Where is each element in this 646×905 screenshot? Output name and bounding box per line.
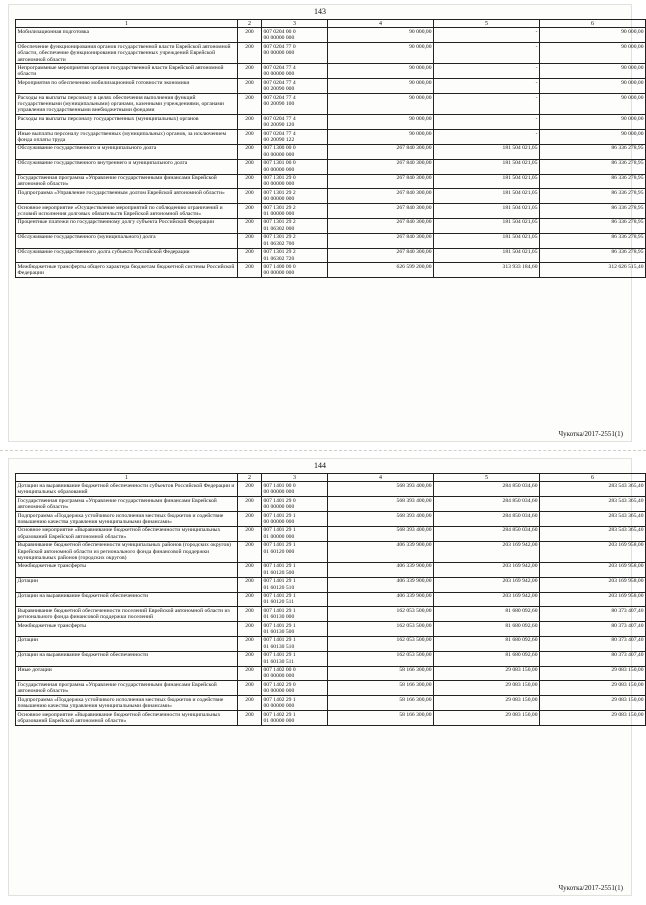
classification-code-cell: 007 1402 29 1 01 00000 000 [262, 711, 328, 726]
amount-cell: 313 933 184,60 [434, 263, 540, 278]
amount-cell: 406 339 900,00 [328, 562, 434, 577]
page-number: 143 [314, 7, 326, 16]
amount-cell: 203 169 942,00 [434, 541, 540, 562]
row-name-cell: Обслуживание государственного и муниципального долга [16, 144, 238, 159]
classification-code-cell: 007 1301 29 2 01 06302 720 [262, 248, 328, 263]
amount-cell: 90 000,00 [540, 79, 646, 94]
table-row [16, 233, 646, 248]
row-name-cell: Мероприятия по обеспечению мобилизационной готовности экономики [16, 79, 238, 94]
classification-code-cell: 007 1402 29 0 00 00000 000 [262, 681, 328, 696]
amount-cell: 267 840 300,00 [328, 204, 434, 219]
amount-cell: 81 680 092,60 [434, 636, 540, 651]
table-row [16, 512, 646, 527]
ministry-code-cell: 200 [238, 681, 262, 696]
classification-code-cell: 007 0204 77 4 00 20090 000 [262, 79, 328, 94]
amount-cell: 90 000,00 [328, 28, 434, 43]
amount-cell: 568 393 400,00 [328, 526, 434, 541]
row-name-cell: Государственная программа «Управление государственными финансами Еврейской автономной области» [16, 174, 238, 189]
row-name-cell: Обслуживание государственного (муниципального) долга [16, 233, 238, 248]
amount-cell: 90 000,00 [540, 43, 646, 64]
amount-cell: 29 083 150,00 [434, 681, 540, 696]
ministry-code-cell: 200 [238, 94, 262, 115]
classification-code-cell: 007 1401 29 1 01 60130 000 [262, 607, 328, 622]
amount-cell: 203 169 942,00 [434, 562, 540, 577]
column-number: 2 [238, 474, 262, 482]
row-name-cell: Основное мероприятие «Выравнивание бюджетной обеспеченности муниципальных образований Еврейской автономной области» [16, 711, 238, 726]
column-number: 5 [434, 20, 540, 28]
row-name-cell: Государственная программа «Управление государственными финансами Еврейской автономной области» [16, 497, 238, 512]
amount-cell: 568 393 400,00 [328, 482, 434, 497]
table-row [16, 681, 646, 696]
ministry-code-cell: 200 [238, 263, 262, 278]
classification-code-cell: 007 0204 77 4 00 20090 120 [262, 115, 328, 130]
table-row [16, 607, 646, 622]
amount-cell: 267 840 300,00 [328, 144, 434, 159]
column-number: 1 [16, 474, 238, 482]
ministry-code-cell: 200 [238, 696, 262, 711]
amount-cell: 283 543 365,40 [540, 497, 646, 512]
amount-cell: 181 504 021,05 [434, 233, 540, 248]
ministry-code-cell: 200 [238, 130, 262, 145]
amount-cell: 58 166 300,00 [328, 711, 434, 726]
classification-code-cell: 007 1401 29 1 01 60120 500 [262, 562, 328, 577]
column-number: 4 [328, 20, 434, 28]
row-name-cell: Дотации на выравнивание бюджетной обеспеченности [16, 592, 238, 607]
classification-code-cell: 007 0204 00 0 00 00000 000 [262, 28, 328, 43]
amount-cell: 203 169 958,00 [540, 577, 646, 592]
amount-cell: 203 169 958,00 [540, 541, 646, 562]
amount-cell: 29 083 150,00 [434, 696, 540, 711]
amount-cell: 181 504 021,05 [434, 204, 540, 219]
amount-cell: - [434, 43, 540, 64]
amount-cell: 86 336 278,95 [540, 248, 646, 263]
amount-cell: 90 000,00 [328, 79, 434, 94]
amount-cell: 29 083 150,00 [540, 711, 646, 726]
amount-cell: 90 000,00 [328, 43, 434, 64]
amount-cell: 267 840 300,00 [328, 174, 434, 189]
amount-cell: 203 169 942,00 [434, 577, 540, 592]
amount-cell: 58 166 300,00 [328, 696, 434, 711]
row-name-cell: Дотации [16, 577, 238, 592]
ministry-code-cell: 200 [238, 159, 262, 174]
amount-cell: 90 000,00 [328, 115, 434, 130]
amount-cell: 284 850 034,60 [434, 497, 540, 512]
amount-cell: 181 504 021,05 [434, 248, 540, 263]
amount-cell: 80 373 407,40 [540, 607, 646, 622]
amount-cell: 86 336 278,95 [540, 218, 646, 233]
amount-cell: 86 336 278,95 [540, 174, 646, 189]
column-number: 1 [16, 20, 238, 28]
ministry-code-cell: 200 [238, 482, 262, 497]
amount-cell: 284 850 034,60 [434, 482, 540, 497]
ministry-code-cell: 200 [238, 497, 262, 512]
table-row [16, 79, 646, 94]
amount-cell: 90 000,00 [540, 64, 646, 79]
classification-code-cell: 007 1301 29 0 00 00000 000 [262, 174, 328, 189]
classification-code-cell: 007 1301 00 0 00 00000 000 [262, 159, 328, 174]
ministry-code-cell: 200 [238, 592, 262, 607]
ministry-code-cell: 200 [238, 666, 262, 681]
table-row [16, 711, 646, 726]
amount-cell: 162 053 500,00 [328, 651, 434, 666]
classification-code-cell: 007 1401 00 0 00 00000 000 [262, 482, 328, 497]
row-name-cell: Выравнивание бюджетной обеспеченности муниципальных районов (городских округов) Еврейской автономной области из регионального фонда финансовой поддержки муниципальных районов (городских округов) [16, 541, 238, 562]
ministry-code-cell: 200 [238, 541, 262, 562]
amount-cell: 90 000,00 [540, 28, 646, 43]
amount-cell: - [434, 130, 540, 145]
table-row [16, 144, 646, 159]
classification-code-cell: 007 1402 00 0 00 00000 000 [262, 666, 328, 681]
amount-cell: 267 840 300,00 [328, 218, 434, 233]
row-name-cell: Выравнивание бюджетной обеспеченности поселений Еврейской автономной области из регионального фонда финансовой поддержки поселений [16, 607, 238, 622]
amount-cell: 81 680 092,60 [434, 622, 540, 637]
row-name-cell: Обслуживание государственного внутреннего и муниципального долга [16, 159, 238, 174]
amount-cell: 29 083 150,00 [540, 681, 646, 696]
amount-cell: 80 373 407,40 [540, 651, 646, 666]
amount-cell: 81 680 092,60 [434, 651, 540, 666]
amount-cell: 203 169 958,00 [540, 562, 646, 577]
amount-cell: 86 336 278,95 [540, 189, 646, 204]
amount-cell: 29 083 150,00 [540, 696, 646, 711]
amount-cell: 267 840 300,00 [328, 248, 434, 263]
table-row [16, 204, 646, 219]
classification-code-cell: 007 0204 77 4 00 00000 000 [262, 64, 328, 79]
amount-cell: 283 543 365,40 [540, 526, 646, 541]
amount-cell: 267 840 300,00 [328, 189, 434, 204]
row-name-cell: Непрограммные мероприятия органов государственной власти Еврейской автономной области [16, 64, 238, 79]
amount-cell: 29 083 150,00 [434, 666, 540, 681]
table-row [16, 526, 646, 541]
table-row [16, 622, 646, 637]
amount-cell: 80 373 407,40 [540, 636, 646, 651]
classification-code-cell: 007 0204 77 4 00 20090 122 [262, 130, 328, 145]
classification-code-cell: 007 1402 29 1 00 00000 000 [262, 696, 328, 711]
table-row [16, 651, 646, 666]
amount-cell: 267 840 300,00 [328, 159, 434, 174]
amount-cell: 181 504 021,05 [434, 174, 540, 189]
ministry-code-cell: 200 [238, 189, 262, 204]
amount-cell: 203 169 942,00 [434, 592, 540, 607]
amount-cell: 86 336 278,95 [540, 233, 646, 248]
table-row [16, 577, 646, 592]
amount-cell: 181 504 021,05 [434, 218, 540, 233]
table-row [16, 159, 646, 174]
amount-cell: 568 393 400,00 [328, 497, 434, 512]
amount-cell: 568 393 400,00 [328, 512, 434, 527]
column-number-row [16, 474, 646, 482]
row-name-cell: Межбюджетные трансферты [16, 622, 238, 637]
amount-cell: 162 053 500,00 [328, 636, 434, 651]
amount-cell: 284 850 034,60 [434, 526, 540, 541]
row-name-cell: Дотации [16, 636, 238, 651]
row-name-cell: Расходы на выплаты персоналу государственных (муниципальных) органов [16, 115, 238, 130]
table-row [16, 174, 646, 189]
column-number: 6 [540, 20, 646, 28]
classification-code-cell: 007 1401 29 1 01 00000 000 [262, 526, 328, 541]
row-name-cell: Подпрограмма «Поддержка устойчивого исполнения местных бюджетов и содействие повышению качества управления муниципальными финансами» [16, 696, 238, 711]
table-row [16, 263, 646, 278]
row-name-cell: Межбюджетные трансферты [16, 562, 238, 577]
classification-code-cell: 007 1301 29 2 00 00000 000 [262, 189, 328, 204]
amount-cell: 29 083 150,00 [434, 711, 540, 726]
table-row [16, 94, 646, 115]
amount-cell: 90 000,00 [540, 130, 646, 145]
table-body [16, 482, 646, 725]
ministry-code-cell: 200 [238, 144, 262, 159]
amount-cell: 162 053 500,00 [328, 607, 434, 622]
table-row [16, 482, 646, 497]
classification-code-cell: 007 1401 29 0 00 00000 000 [262, 497, 328, 512]
document-page-144 [8, 458, 644, 896]
ministry-code-cell: 200 [238, 607, 262, 622]
amount-cell: 284 850 034,60 [434, 512, 540, 527]
column-number: 4 [328, 474, 434, 482]
document-page-143 [8, 4, 644, 442]
column-number: 3 [262, 474, 328, 482]
row-name-cell: Подпрограмма «Управление государственным долгом Еврейской автономной области» [16, 189, 238, 204]
column-number: 5 [434, 474, 540, 482]
ministry-code-cell: 200 [238, 248, 262, 263]
amount-cell: 267 840 300,00 [328, 233, 434, 248]
amount-cell: 90 000,00 [328, 94, 434, 115]
table-row [16, 666, 646, 681]
amount-cell: 29 083 150,00 [540, 666, 646, 681]
row-name-cell: Расходы на выплаты персоналу в целях обеспечения выполнения функций государственными (муниципальными) органами, казенными учреждениями, органами управления государственными внебюджетными фондами [16, 94, 238, 115]
amount-cell: - [434, 28, 540, 43]
ministry-code-cell: 200 [238, 651, 262, 666]
amount-cell: 90 000,00 [328, 130, 434, 145]
table-row [16, 115, 646, 130]
amount-cell: 626 599 200,00 [328, 263, 434, 278]
classification-code-cell: 007 1401 29 1 00 00000 000 [262, 512, 328, 527]
column-number: 2 [238, 20, 262, 28]
row-name-cell: Иные выплаты персоналу государственных (муниципальных) органов, за исключением фонда оплаты труда [16, 130, 238, 145]
classification-code-cell: 007 1401 29 1 01 60120 000 [262, 541, 328, 562]
ministry-code-cell: 200 [238, 577, 262, 592]
row-name-cell: Обеспечение функционирования органов государственной власти Еврейской автономной области, обеспечение функционирования государственных учреждений Еврейской автономной области [16, 43, 238, 64]
row-name-cell: Подпрограмма «Поддержка устойчивого исполнения местных бюджетов и содействие повышению качества управления муниципальными финансами» [16, 512, 238, 527]
table-row [16, 636, 646, 651]
amount-cell: 58 166 300,00 [328, 681, 434, 696]
table-row [16, 592, 646, 607]
column-number-row [16, 20, 646, 28]
amount-cell: 283 543 365,40 [540, 482, 646, 497]
amount-cell: 80 373 407,40 [540, 622, 646, 637]
classification-code-cell: 007 1401 29 1 01 60120 511 [262, 592, 328, 607]
amount-cell: 90 000,00 [328, 64, 434, 79]
classification-code-cell: 007 1301 29 2 01 06302 000 [262, 218, 328, 233]
amount-cell: 181 504 021,05 [434, 189, 540, 204]
page-number: 144 [314, 461, 326, 470]
ministry-code-cell: 200 [238, 174, 262, 189]
amount-cell: 86 336 278,95 [540, 204, 646, 219]
row-name-cell: Дотации на выравнивание бюджетной обеспеченности субъектов Российской Федерации и муниципальных образований [16, 482, 238, 497]
ministry-code-cell: 200 [238, 28, 262, 43]
row-name-cell: Межбюджетные трансферты общего характера бюджетам бюджетной системы Российской Федерации [16, 263, 238, 278]
document-footer-code: Чукотка/2017-2551(1) [558, 430, 623, 438]
table-row [16, 218, 646, 233]
ministry-code-cell: 200 [238, 233, 262, 248]
amount-cell: 162 053 500,00 [328, 622, 434, 637]
column-number: 6 [540, 474, 646, 482]
amount-cell: - [434, 115, 540, 130]
ministry-code-cell: 200 [238, 622, 262, 637]
table-body [16, 28, 646, 278]
table-row [16, 696, 646, 711]
budget-table [15, 473, 646, 726]
column-number: 3 [262, 20, 328, 28]
amount-cell: 86 336 278,95 [540, 159, 646, 174]
amount-cell: 90 000,00 [540, 94, 646, 115]
amount-cell: 90 000,00 [540, 115, 646, 130]
row-name-cell: Основное мероприятие «Осуществление мероприятий по соблюдению ограничений и условий исполнения долговых обязательств Еврейской автономной области» [16, 204, 238, 219]
classification-code-cell: 007 1400 00 0 00 00000 000 [262, 263, 328, 278]
row-name-cell: Иные дотации [16, 666, 238, 681]
ministry-code-cell: 200 [238, 79, 262, 94]
row-name-cell: Дотации на выравнивание бюджетной обеспеченности [16, 651, 238, 666]
ministry-code-cell: 200 [238, 43, 262, 64]
table-row [16, 562, 646, 577]
row-name-cell: Обслуживание государственного долга субъекта Российской Федерации [16, 248, 238, 263]
ministry-code-cell: 200 [238, 204, 262, 219]
amount-cell: 406 339 900,00 [328, 541, 434, 562]
amount-cell: - [434, 79, 540, 94]
table-row [16, 130, 646, 145]
classification-code-cell: 007 1401 29 1 01 60120 510 [262, 577, 328, 592]
amount-cell: 406 339 900,00 [328, 592, 434, 607]
classification-code-cell: 007 1300 00 0 00 00000 000 [262, 144, 328, 159]
ministry-code-cell: 200 [238, 64, 262, 79]
amount-cell: 406 339 900,00 [328, 577, 434, 592]
table-row [16, 497, 646, 512]
amount-cell: - [434, 64, 540, 79]
table-row [16, 28, 646, 43]
amount-cell: 181 504 021,05 [434, 159, 540, 174]
table-row [16, 541, 646, 562]
amount-cell: 181 504 021,05 [434, 144, 540, 159]
ministry-code-cell: 200 [238, 711, 262, 726]
document-footer-code: Чукотка/2017-2551(1) [558, 884, 623, 892]
table-row [16, 248, 646, 263]
classification-code-cell: 007 1401 29 1 01 60130 511 [262, 651, 328, 666]
ministry-code-cell: 200 [238, 562, 262, 577]
budget-table [15, 19, 646, 278]
amount-cell: 86 336 278,95 [540, 144, 646, 159]
classification-code-cell: 007 1401 29 1 01 60130 500 [262, 622, 328, 637]
classification-code-cell: 007 0204 77 4 00 20090 100 [262, 94, 328, 115]
classification-code-cell: 007 0204 77 0 00 00000 000 [262, 43, 328, 64]
page-separator [0, 450, 646, 451]
ministry-code-cell: 200 [238, 636, 262, 651]
classification-code-cell: 007 1301 29 2 01 00000 000 [262, 204, 328, 219]
row-name-cell: Государственная программа «Управление государственными финансами Еврейской автономной области» [16, 681, 238, 696]
ministry-code-cell: 200 [238, 526, 262, 541]
ministry-code-cell: 200 [238, 115, 262, 130]
ministry-code-cell: 200 [238, 218, 262, 233]
table-row [16, 189, 646, 204]
amount-cell: 58 166 300,00 [328, 666, 434, 681]
amount-cell: - [434, 94, 540, 115]
amount-cell: 81 680 092,60 [434, 607, 540, 622]
amount-cell: 203 169 958,00 [540, 592, 646, 607]
row-name-cell: Основное мероприятие «Выравнивание бюджетной обеспеченности муниципальных образований Еврейской автономной области» [16, 526, 238, 541]
classification-code-cell: 007 1401 29 1 01 60130 510 [262, 636, 328, 651]
amount-cell: 312 626 515,40 [540, 263, 646, 278]
classification-code-cell: 007 1301 29 2 01 06302 700 [262, 233, 328, 248]
table-row [16, 64, 646, 79]
amount-cell: 283 543 365,40 [540, 512, 646, 527]
row-name-cell: Процентные платежи по государственному долгу субъекта Российской Федерации [16, 218, 238, 233]
table-row [16, 43, 646, 64]
row-name-cell: Мобилизационная подготовка [16, 28, 238, 43]
ministry-code-cell: 200 [238, 512, 262, 527]
